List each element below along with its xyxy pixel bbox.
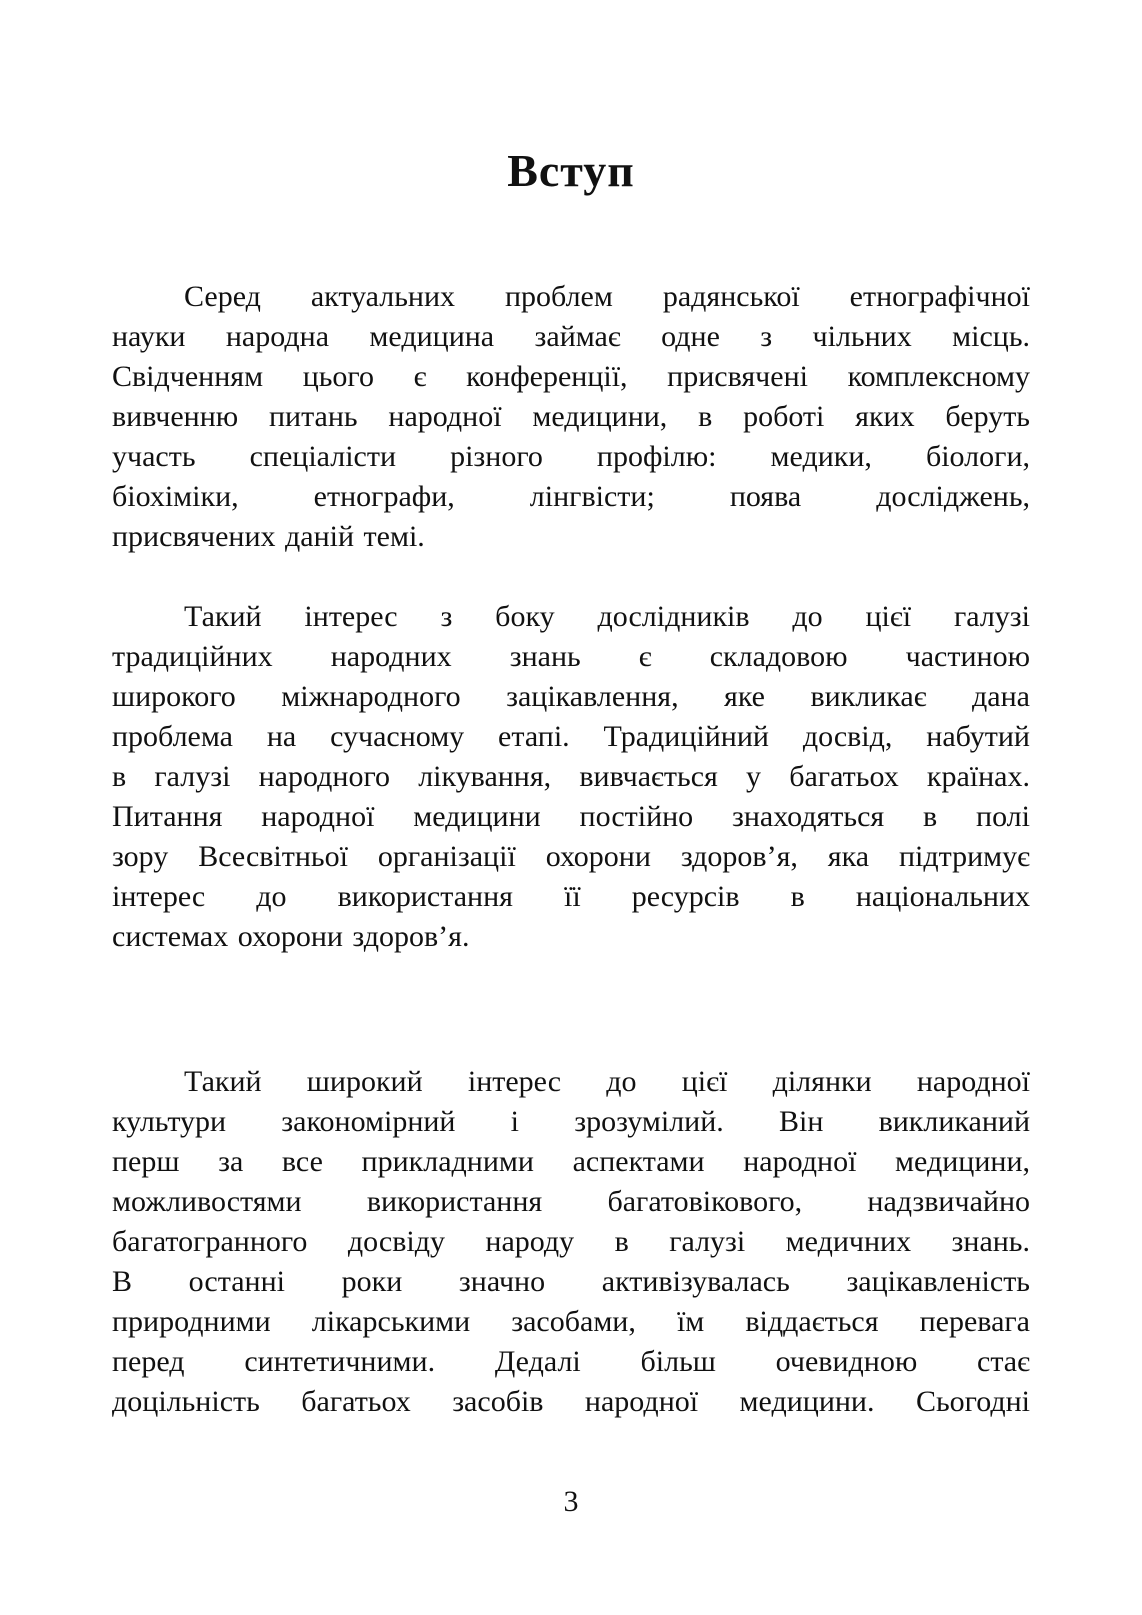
- text-line: традиційних народних знань є складовою частиною: [112, 640, 1030, 673]
- text-line: участь спеціалісти різного профілю: медики, біологи,: [112, 440, 1030, 473]
- text-line: біохіміки, етнографи, лінгвісти; поява досліджень,: [112, 480, 1030, 513]
- text-line: Свідченням цього є конференції, присвячені комплексному: [112, 360, 1030, 393]
- text-line: в галузі народного лікування, вивчається у багатьох країнах.: [112, 760, 1030, 793]
- text-line: культури закономірний і зрозумілий. Він викликаний: [112, 1105, 1030, 1138]
- text-line: Такий широкий інтерес до цієї ділянки народної: [184, 1065, 1030, 1098]
- text-line: присвячених даній темі.: [112, 520, 425, 553]
- paragraph: [112, 597, 1030, 957]
- text-line: системах охорони здоров’я.: [112, 920, 470, 953]
- paragraph: [112, 277, 1030, 557]
- page-title: Вступ: [507, 145, 635, 196]
- text-line: Такий інтерес з боку дослідників до цієї галузі: [184, 600, 1030, 633]
- text-line: зору Всесвітньої організації охорони здоров’я, яка підтримує: [112, 840, 1030, 873]
- text-line: Питання народної медицини постійно знаходяться в полі: [112, 800, 1030, 833]
- paragraph: [112, 1062, 1030, 1422]
- text-line: Серед актуальних проблем радянської етнографічної: [184, 280, 1030, 313]
- text-line: вивченню питань народної медицини, в роботі яких беруть: [112, 400, 1030, 433]
- text-line: можливостями використання багатовікового, надзвичайно: [112, 1185, 1030, 1218]
- text-line: багатогранного досвіду народу в галузі медичних знань.: [112, 1225, 1030, 1258]
- text-line: інтерес до використання її ресурсів в національних: [112, 880, 1030, 913]
- text-line: проблема на сучасному етапі. Традиційний досвід, набутий: [112, 720, 1030, 753]
- text-line: перед синтетичними. Дедалі більш очевидною стає: [112, 1345, 1030, 1378]
- page-number: 3: [563, 1485, 579, 1518]
- text-line: науки народна медицина займає одне з чільних місць.: [112, 320, 1030, 353]
- text-line: В останні роки значно активізувалась зацікавленість: [112, 1265, 1030, 1298]
- text-line: широкого міжнародного зацікавлення, яке викликає дана: [112, 680, 1030, 713]
- text-line: доцільність багатьох засобів народної медицини. Сьогодні: [112, 1385, 1030, 1418]
- text-line: перш за все прикладними аспектами народної медицини,: [112, 1145, 1030, 1178]
- text-line: природними лікарськими засобами, їм віддається перевага: [112, 1305, 1030, 1338]
